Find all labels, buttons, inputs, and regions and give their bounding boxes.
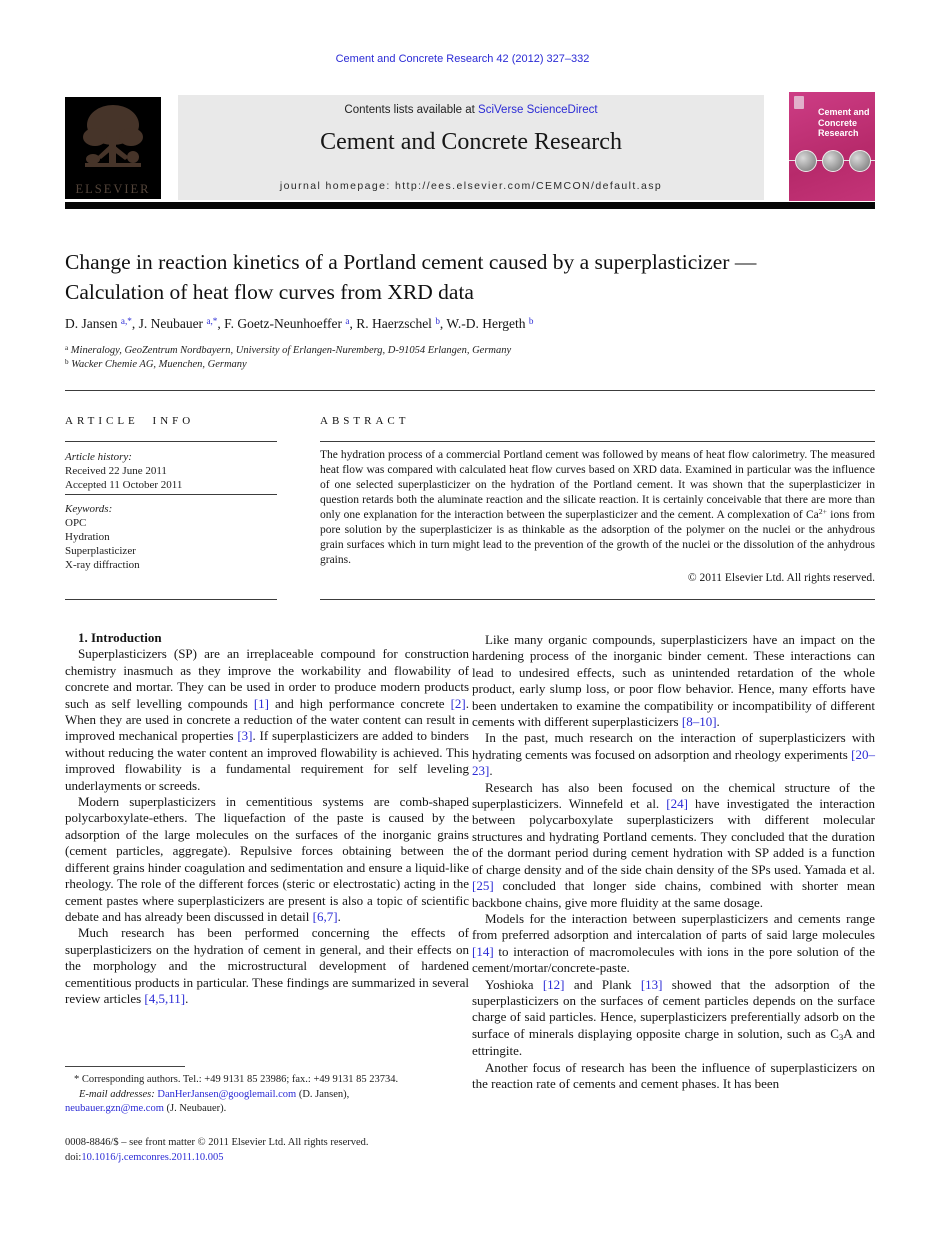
article-title: Change in reaction kinetics of a Portland cement caused by a superplasticizer — Calculation of heat flow curves from XRD data	[65, 250, 757, 304]
affiliations	[65, 344, 825, 372]
corresponding-author-note: * Corresponding authors. Tel.: +49 9131 85 23986; fax.: +49 9131 85 23734.	[74, 1074, 399, 1085]
keyword-opc: OPC	[65, 517, 87, 529]
cover-title-line1: Cement and	[818, 107, 870, 117]
text-segment: and high performance concrete	[269, 695, 451, 711]
intro-paragraph-2	[65, 794, 469, 925]
text-segment: .	[716, 714, 720, 730]
body-right-column	[472, 632, 875, 1092]
abstract-heading: ABSTRACT	[320, 415, 410, 427]
text-segment: Much research has been performed concerning the effects of superplasticizers on the hydration of cement in general, and their effects on the morphology and the microstructural development of hardened cementitious products in particular. These findings are summarized in several review articles	[65, 925, 469, 1006]
doi-line	[65, 1151, 469, 1166]
citation-ref-20-23[interactable]: [20–23]	[472, 746, 875, 779]
text-segment: Yoshioka	[485, 976, 543, 992]
author-affil-ref[interactable]: a,*	[206, 315, 218, 326]
text-segment: a	[65, 343, 69, 352]
text-segment: Modern superplasticizers in cementitious systems are comb-shaped polycarboxylate-ethers. The liquefaction of the paste is caused by the adsorption of the large molecules on the surfaces of the inorganic grains (cement particles, aggregate). Repulsive forces obtaining between the different grains hinder coagulation and sedimentation and ensure a liquid-like rheology. The role of the different forces (steric or electrostatic) acting in the cement pastes where superplasticizers are present is also a topic of scientific debate and has already been discussed in detail	[65, 794, 469, 924]
text-segment: .	[337, 908, 341, 924]
citation-ref-1[interactable]: [1]	[253, 695, 270, 711]
text-segment: Superplasticizers (SP) are an irreplaceable compound for construction chemistry inasmuch as they improve the workability and flowability of concrete and mortar. They can be used in order to produce modern products such as self levelling compounds	[65, 646, 469, 711]
journal-cover-image	[789, 92, 875, 201]
doi-link[interactable]: 10.1016/j.cemconres.2011.10.005	[81, 1151, 224, 1163]
journal-citation-link[interactable]: Cement and Concrete Research 42 (2012) 327–332	[335, 53, 590, 65]
text-segment: The hydration process of a commercial Portland cement was followed by means of heat flow calorimetry. The measured heat flow was compared with calculated heat flow curves based on XRD data. Examined in particular was the influence of one selected superplasticizer on the hydration of the Portland cement. It was shown that the superplasticizer in question retards both the aluminate reaction and the silicate reaction. It is certainly conceivable that there are more than only one explanation for the interaction between the superplasticizer and the cement. A complexation of Ca	[320, 449, 875, 521]
info-bottom-rule	[65, 599, 277, 600]
text-segment: , R. Haerzschel	[349, 316, 436, 331]
footnote-block	[65, 1066, 469, 1117]
citation-ref-3[interactable]: [3]	[237, 728, 253, 744]
text-segment: concluded that longer side chains, combined with shorter mean backbone chains, give more fluidity at the same dosage.	[472, 878, 875, 910]
citation-ref-2[interactable]: [2]	[450, 695, 466, 711]
affiliation-a	[65, 344, 825, 358]
intro-paragraph-4	[472, 632, 875, 730]
intro-paragraph-3	[65, 925, 469, 1007]
text-segment: .	[185, 990, 189, 1006]
body-left-column	[65, 630, 469, 1007]
affiliation-b	[65, 358, 825, 372]
sciverse-sciencedirect-link[interactable]: SciVerse ScienceDirect	[478, 104, 598, 116]
text-segment: .	[489, 763, 493, 779]
contents-line	[178, 104, 764, 116]
info-heading-rule	[65, 441, 277, 442]
abstract-bottom-rule	[320, 599, 875, 600]
text-segment: , W.-D. Hergeth	[439, 316, 529, 331]
text-segment: In the past, much research on the interaction of superplasticizers with hydrating cements was focused on adsorption and rheology experiments	[472, 730, 875, 762]
publisher-info-block	[65, 1136, 469, 1165]
email-link-neubauer[interactable]: neubauer.gzn@me.com	[65, 1103, 164, 1114]
footnote-rule	[65, 1066, 185, 1067]
journal-title: Cement and Concrete Research	[320, 129, 622, 155]
text-segment: Research has also been focused on the chemical structure of the superplasticizers. Winnefeld et al.	[472, 779, 875, 812]
article-info-heading: ARTICLE INFO	[65, 415, 195, 427]
elsevier-wordmark: ELSEVIER	[75, 182, 151, 196]
text-segment: Models for the interaction between superplasticizers and cements range from preferred adsorption and intercalation of parts of said large molecules	[472, 910, 875, 943]
text-segment: E-mail addresses:	[79, 1088, 158, 1100]
info-middle-rule	[65, 494, 277, 495]
abstract-text	[320, 448, 875, 586]
text-segment: b	[65, 357, 69, 366]
email-link-jansen[interactable]: DanHerJansen@googlemail.com	[157, 1088, 297, 1100]
text-segment: and Plank	[564, 976, 641, 992]
text-segment: 3	[838, 1031, 844, 1042]
intro-paragraph-1	[65, 646, 469, 794]
elsevier-logo	[65, 97, 161, 199]
intro-paragraph-7	[472, 911, 875, 977]
abstract-paragraph	[320, 448, 875, 568]
copyright-line: © 2011 Elsevier Ltd. All rights reserved.	[687, 572, 875, 584]
text-segment: doi:	[65, 1151, 82, 1163]
text-segment: A and ettringite.	[472, 1025, 875, 1059]
contents-prefix: Contents lists available at	[344, 104, 479, 116]
elsevier-tree-icon	[79, 99, 147, 181]
text-segment: (J. Neubauer).	[163, 1103, 227, 1114]
text-segment: . When they are used in concrete a reduction of the water content can result in improved mechanical properties	[65, 695, 469, 744]
keyword-hydration: Hydration	[65, 531, 110, 543]
keyword-superplasticizer: Superplasticizer	[65, 545, 136, 557]
divider-rule-top	[65, 390, 875, 391]
accepted-date: Accepted 11 October 2011	[65, 479, 183, 491]
intro-paragraph-6	[472, 780, 875, 911]
journal-banner	[178, 95, 764, 200]
text-segment: to interaction of macromolecules with ions in the pore solution of the cement/mortar/concrete-paste.	[472, 943, 875, 976]
citation-ref-4-5-11[interactable]: [4,5,11]	[144, 990, 186, 1006]
text-segment: Wacker Chemie AG, Muenchen, Germany	[68, 359, 247, 370]
intro-paragraph-9	[472, 1060, 875, 1093]
text-segment: , J. Neubauer	[131, 316, 207, 331]
cover-elsevier-mark-icon	[794, 96, 804, 109]
text-segment: Like many organic compounds, superplasticizers have an impact on the hardening process of the inorganic binder cement. These interactions can lead to undesired effects, such as unintended retardation of the whole product, early slump loss, or poor flow behavior. Hence, many efforts have been undertaken to examine the compatibility or incompatibility of different cements with different superplasticizers	[472, 632, 875, 730]
keywords-label: Keywords:	[65, 503, 113, 515]
intro-paragraph-5	[472, 730, 875, 779]
text-segment: Mineralogy, GeoZentrum Nordbayern, University of Erlangen-Nuremberg, D-91054 Erlangen, Germany	[68, 345, 512, 356]
article-history-label: Article history:	[65, 451, 132, 463]
text-segment: (D. Jansen),	[296, 1088, 350, 1100]
author-affil-ref[interactable]: b	[528, 315, 534, 326]
cover-title-line3: Research	[818, 128, 859, 138]
citation-ref-13[interactable]: [13]	[640, 976, 663, 992]
cover-micrograph-circle-3	[849, 150, 871, 172]
author-affil-ref[interactable]: a	[345, 315, 350, 326]
text-segment: showed that the adsorption of the superplasticizers on the surfaces of cement particles depends on the surface charge of said particles. Hence, superplasticizers preferentially adsorb on the surface of minerals displaying opposite charge in solution, such as C	[472, 976, 875, 1041]
citation-ref-12[interactable]: [12]	[542, 976, 565, 992]
author-affil-ref[interactable]: a,*	[120, 315, 132, 326]
issn-line: 0008-8846/$ – see front matter © 2011 Elsevier Ltd. All rights reserved.	[65, 1137, 369, 1148]
article-history-block	[65, 450, 277, 492]
cover-micrograph-circle-1	[795, 150, 817, 172]
keyword-xray-diffraction: X-ray diffraction	[65, 559, 140, 571]
received-date: Received 22 June 2011	[65, 465, 167, 477]
text-segment: ions from pore solution by the superplasticizer is as thinkable as the adsorption of the polymer on the nuclei or the anhydrous grain surfaces which in turn might lead to the prevention of the growth of the nuclei or the dissolution of the anhydrous grains.	[320, 509, 875, 566]
text-segment: D. Jansen	[65, 316, 121, 331]
text-segment: , F. Goetz-Neunhoeffer	[217, 316, 346, 331]
keywords-block	[65, 502, 277, 572]
citation-ref-8-10[interactable]: [8–10]	[681, 714, 717, 730]
email-line-1	[65, 1088, 469, 1103]
citation-ref-25[interactable]: [25]	[472, 878, 494, 894]
abstract-heading-rule	[320, 441, 875, 442]
text-segment: Another focus of research has been the influence of superplasticizers on the reaction rate of cements and cement phases. It has been	[472, 1059, 875, 1091]
email-line-2	[65, 1102, 469, 1117]
authors-line	[65, 316, 825, 332]
text-segment: . If superplasticizers are added to binders without reducing the water content an improved flowability is achieved. This improved flowability is a fundamental requirement for self leveling underlayments or screeds.	[65, 728, 469, 793]
citation-ref-6-7[interactable]: [6,7]	[312, 908, 338, 924]
cover-title-line2: Concrete	[818, 117, 858, 128]
text-segment: have investigated the interaction between polycarboxylate superplasticizers with different molecular structures and hydrating Portland cements. They concluded that the duration of the dormant period during cement hydration with SP added is a function of charge density and of the side chain density of the SPs used. Yamada et al.	[472, 796, 875, 877]
cover-title	[818, 107, 870, 139]
author-affil-ref[interactable]: b	[435, 315, 440, 326]
section-heading-introduction: 1. Introduction	[78, 630, 162, 645]
citation-ref-14[interactable]: [14]	[472, 943, 494, 959]
citation-ref-24[interactable]: [24]	[666, 796, 688, 812]
journal-homepage-link[interactable]: journal homepage: http://ees.elsevier.com/CEMCON/default.asp	[279, 180, 663, 192]
text-segment: 2+	[818, 507, 828, 517]
cover-micrograph-circle-2	[822, 150, 844, 172]
intro-paragraph-8	[472, 977, 875, 1060]
header-black-bar	[65, 202, 875, 209]
